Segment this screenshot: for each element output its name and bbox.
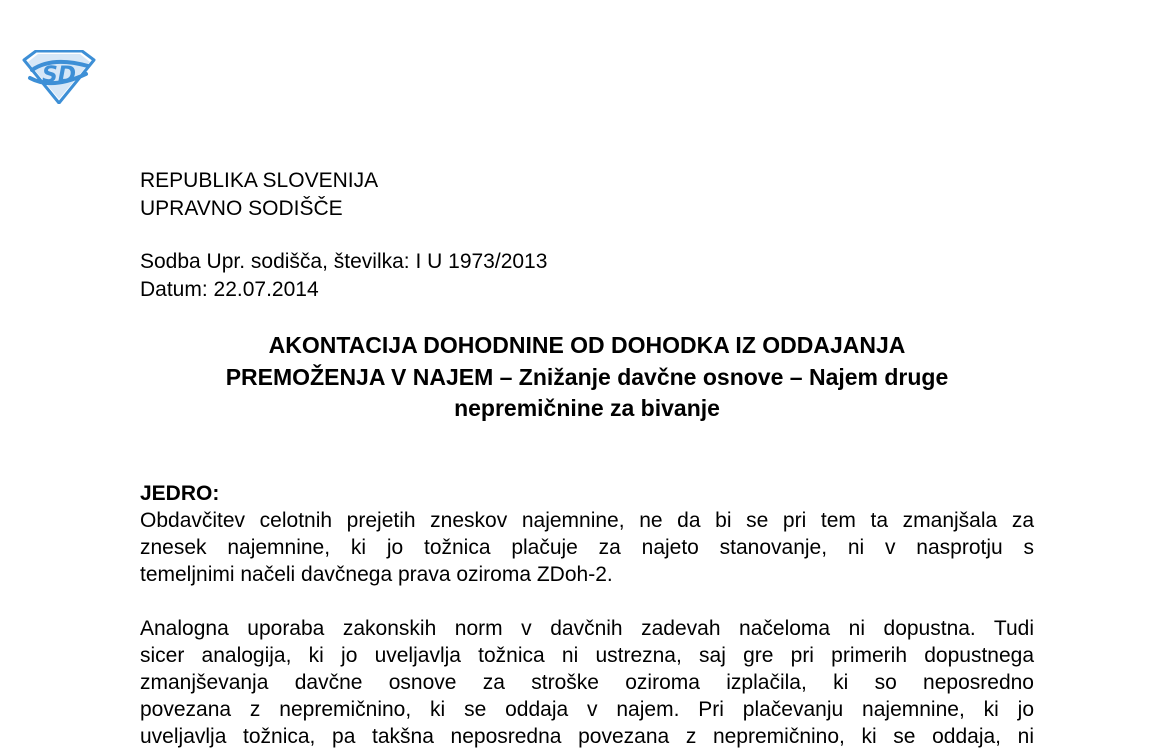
paragraph-line: znesek najemnine, ki jo tožnica plačuje za najeto stanovanje, ni v nasprotju s xyxy=(140,536,1034,559)
case-number: Sodba Upr. sodišča, številka: I U 1973/2013 xyxy=(140,250,548,273)
document-title xyxy=(140,330,1034,425)
publisher-logo xyxy=(22,50,96,104)
paragraph-line: povezana z nepremičnino, ki se oddaja v najem. Pri plačevanju najemnine, ki jo xyxy=(140,698,1034,721)
title-line: PREMOŽENJA V NAJEM – Znižanje davčne osnove – Najem druge xyxy=(225,363,949,390)
case-info xyxy=(140,248,547,304)
logo-lettering: SD xyxy=(41,63,77,88)
paragraph-line: sicer analogija, ki jo uveljavlja tožnica ni ustrezna, saj gre pri primerih dopustnega xyxy=(140,644,1034,667)
paragraph-line: Obdavčitev celotnih prejetih zneskov najemnine, ne da bi se pri tem ta zmanjšala za xyxy=(140,509,1034,532)
jedro-heading: JEDRO: xyxy=(140,482,220,505)
court-header xyxy=(140,167,378,223)
shield-logo-icon xyxy=(22,50,96,104)
jedro-paragraph-2 xyxy=(140,615,1034,750)
title-line: AKONTACIJA DOHODNINE OD DOHODKA IZ ODDAJANJA xyxy=(268,332,906,358)
header-court: UPRAVNO SODIŠČE xyxy=(140,197,343,220)
header-republic: REPUBLIKA SLOVENIJA xyxy=(140,169,379,192)
paragraph-line: zmanjševanja davčne osnove za stroške oziroma izplačila, ki so neposredno xyxy=(140,671,1034,694)
case-date: Datum: 22.07.2014 xyxy=(140,278,319,301)
title-line: nepremičnine za bivanje xyxy=(454,395,720,421)
paragraph-line: temeljnimi načeli davčnega prava oziroma ZDoh-2. xyxy=(140,563,613,586)
jedro-paragraph-1 xyxy=(140,507,1034,588)
paragraph-line: Analogna uporaba zakonskih norm v davčnih zadevah načeloma ni dopustna. Tudi xyxy=(140,617,1034,640)
paragraph-line: uveljavlja tožnica, pa takšna neposredna povezana z nepremičnino, ki se oddaja, ni xyxy=(140,725,1034,748)
